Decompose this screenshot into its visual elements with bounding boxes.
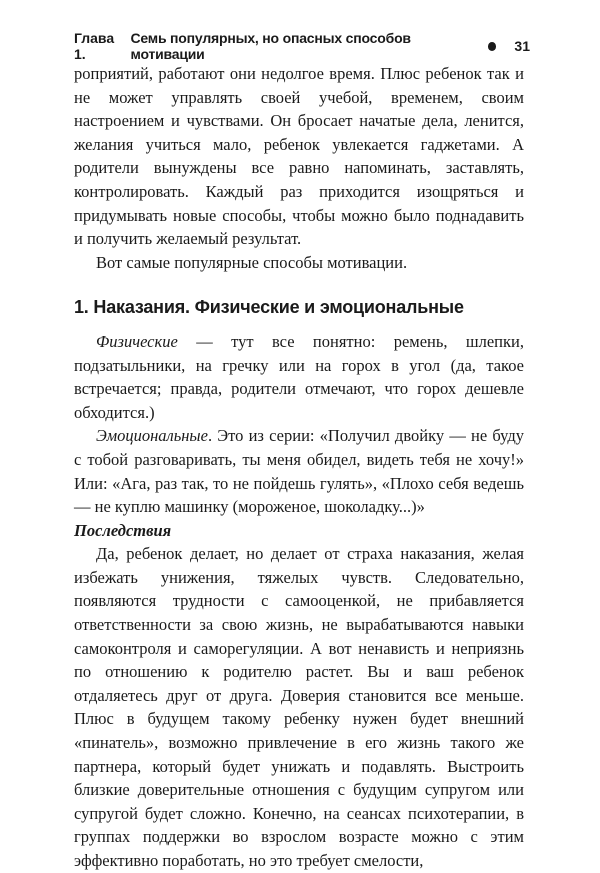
paragraph-emotional <box>74 424 524 518</box>
term-physical: Физические <box>96 331 178 351</box>
term-emotional: Эмоциональные <box>96 426 208 446</box>
consequences-subheading: Последствия <box>74 520 172 540</box>
page-body <box>74 62 524 873</box>
chapter-label: Глава 1. <box>74 30 115 62</box>
physical-text: — тут все понятно: ремень, шлепки, подзатыльники, на гречку или на горох в угол (да, такое встречается; правда, родители отмечают, что горох дешевле обходится.) <box>74 331 524 422</box>
page-number: 31 <box>514 38 530 54</box>
chapter-title: Семь популярных, но опасных способов мотивации <box>130 30 411 62</box>
running-head <box>74 30 530 62</box>
paragraph-consequences: Да, ребенок делает, но делает от страха наказания, желая избежать унижения, тяжелых чувств. Следовательно, появляются трудности с самооценкой, не прибавляется ответственности за свою жизнь, не вырабатываются навыки самоконтроля и саморегуляции. А вот ненависть и неприязнь по отношению к родителю растет. Вы и ваш ребенок отдаляетесь друг от друга. Доверия становится все меньше. Плюс в будущем такому ребенку нужен будет внешний «пинатель», возможно привлечение в его жизнь такого же партнера, который будет унижать и подавлять. Выстроить близкие доверительные отношения с будущим супругом или супругой будет сложно. Конечно, на сеансах психотерапии, в группах поддержки во взрослом возрасте можно с этим эффективно поработать, но это требует смелости, <box>74 544 524 870</box>
paragraph-intro: Вот самые популярные способы мотивации. <box>96 252 408 272</box>
section-heading: 1. Наказания. Физические и эмоциональные <box>74 297 464 318</box>
bullet-dot-icon <box>488 42 496 51</box>
paragraph-continued: роприятий, работают они недолгое время. Плюс ребенок так и не может управлять своей учебой, временем, своим настроением и чувствами. Он бросает начатые дела, ленится, желания учиться мало, ребенок увлекается гаджетами. А родители вынуждены все равно напоминать, заставлять, контролировать. Каждый раз приходится изощряться и придумывать новые способы, чтобы можно было поднадавить и получить желаемый результат. <box>74 64 524 249</box>
paragraph-physical <box>74 330 524 424</box>
emotional-text: . Это из серии: «Получил двойку — не буду с тобой разговаривать, ты меня обидел, видеть тебя не хочу!» Или: «Ага, раз так, то не пойдешь гулять», «Плохо себя ведешь — не куплю машинку (мороженое, шоколадку...)» <box>74 426 524 517</box>
